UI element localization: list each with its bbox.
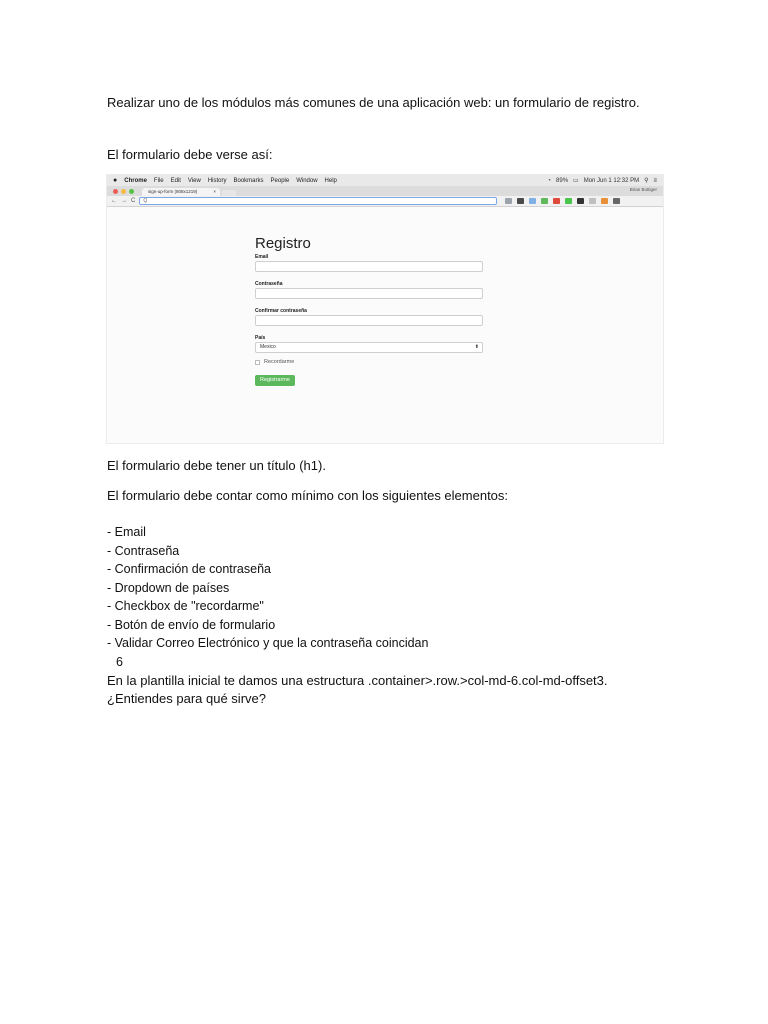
- password-field[interactable]: [255, 288, 483, 299]
- registration-form: [255, 235, 485, 386]
- title-requirement: El formulario debe tener un título (h1).: [107, 458, 326, 473]
- menu-item-view[interactable]: View: [187, 177, 201, 184]
- country-value: Mexico: [260, 344, 276, 350]
- spotlight-icon[interactable]: ⚲: [644, 178, 649, 184]
- list-item: - Validar Correo Electrónico y que la contraseña coincidan: [107, 636, 429, 650]
- form-title: Registro: [255, 235, 311, 252]
- registration-form-screenshot: [106, 174, 664, 444]
- mac-menubar: [107, 175, 663, 186]
- list-item: - Botón de envío de formulario: [107, 617, 276, 632]
- menu-item-people[interactable]: People: [270, 177, 290, 184]
- remember-checkbox[interactable]: [255, 360, 260, 365]
- minimum-requirement: El formulario debe contar como mínimo con los siguientes elementos:: [107, 488, 509, 503]
- extension-icon[interactable]: [601, 198, 608, 204]
- reload-icon[interactable]: C: [131, 198, 136, 204]
- chevron-updown-icon: ⬍: [474, 344, 479, 350]
- extension-icon[interactable]: [529, 198, 536, 204]
- remember-label: Recordarme: [264, 359, 295, 365]
- list-item: - Confirmación de contraseña: [107, 562, 271, 576]
- address-bar[interactable]: Q: [139, 197, 497, 205]
- country-label: País: [255, 335, 266, 341]
- list-item: - Email: [107, 525, 146, 539]
- register-button[interactable]: Registrarme: [255, 375, 295, 386]
- window-controls: [113, 189, 134, 194]
- menu-item-history[interactable]: History: [207, 177, 227, 184]
- battery-percent: 89%: [556, 177, 569, 184]
- menubar-status: [547, 177, 657, 184]
- menu-icon[interactable]: [613, 198, 620, 204]
- tab-close-icon[interactable]: ×: [213, 189, 216, 194]
- browser-tabbar: [107, 186, 663, 196]
- elements-list: [107, 523, 428, 671]
- zoom-window-icon[interactable]: [129, 189, 134, 194]
- extension-icon[interactable]: [517, 198, 524, 204]
- extension-icon[interactable]: [541, 198, 548, 204]
- profile-name[interactable]: Brian Bottiger: [629, 187, 657, 192]
- battery-icon: ▭: [573, 178, 579, 184]
- browser-toolbar: [107, 196, 663, 207]
- list-item: - Contraseña: [107, 543, 180, 558]
- password-label: Contraseña: [255, 281, 283, 287]
- list-item: - Dropdown de países: [107, 580, 230, 595]
- email-field[interactable]: [255, 261, 483, 272]
- apple-icon: ●: [113, 177, 118, 184]
- minimize-window-icon[interactable]: [121, 189, 126, 194]
- template-paragraph: En la plantilla inicial te damos una estructura .container>.row.>col-md-6.col-md-offset3. ¿Entiendes para qué sirve?: [107, 673, 608, 706]
- list-number: 6: [116, 654, 123, 669]
- close-window-icon[interactable]: [113, 189, 118, 194]
- extension-icon[interactable]: [577, 198, 584, 204]
- menu-item-edit[interactable]: Edit: [170, 177, 181, 184]
- extension-icon[interactable]: [505, 198, 512, 204]
- extension-icons: [505, 198, 620, 204]
- browser-tab[interactable]: [142, 188, 220, 196]
- email-label: Email: [255, 254, 269, 260]
- tab-title: sign-up-form (808x1219): [148, 189, 198, 194]
- menu-item-file[interactable]: File: [153, 177, 164, 184]
- confirm-password-label: Confirmar contraseña: [255, 308, 307, 314]
- list-item: - Checkbox de "recordarme": [107, 599, 264, 613]
- new-tab-button[interactable]: [222, 190, 236, 196]
- extension-icon[interactable]: [553, 198, 560, 204]
- menu-item-help[interactable]: Help: [324, 177, 337, 184]
- clock: Mon Jun 1 12:32 PM: [583, 177, 640, 184]
- remember-me[interactable]: [255, 359, 485, 365]
- wifi-icon: ◔: [547, 177, 552, 184]
- extension-icon[interactable]: [589, 198, 596, 204]
- intro-paragraph: Realizar uno de los módulos más comunes de una aplicación web: un formulario de registro.: [107, 95, 640, 110]
- extension-icon[interactable]: [565, 198, 572, 204]
- forward-icon[interactable]: →: [121, 198, 127, 204]
- country-select[interactable]: [255, 342, 483, 353]
- menu-item-bookmarks[interactable]: Bookmarks: [233, 177, 264, 184]
- lead-paragraph: El formulario debe verse así:: [107, 147, 273, 162]
- back-icon[interactable]: ←: [111, 198, 117, 204]
- confirm-password-field[interactable]: [255, 315, 483, 326]
- notification-icon[interactable]: ≡: [653, 177, 657, 184]
- menu-item-window[interactable]: Window: [296, 177, 318, 184]
- menu-item-chrome[interactable]: Chrome: [124, 177, 147, 184]
